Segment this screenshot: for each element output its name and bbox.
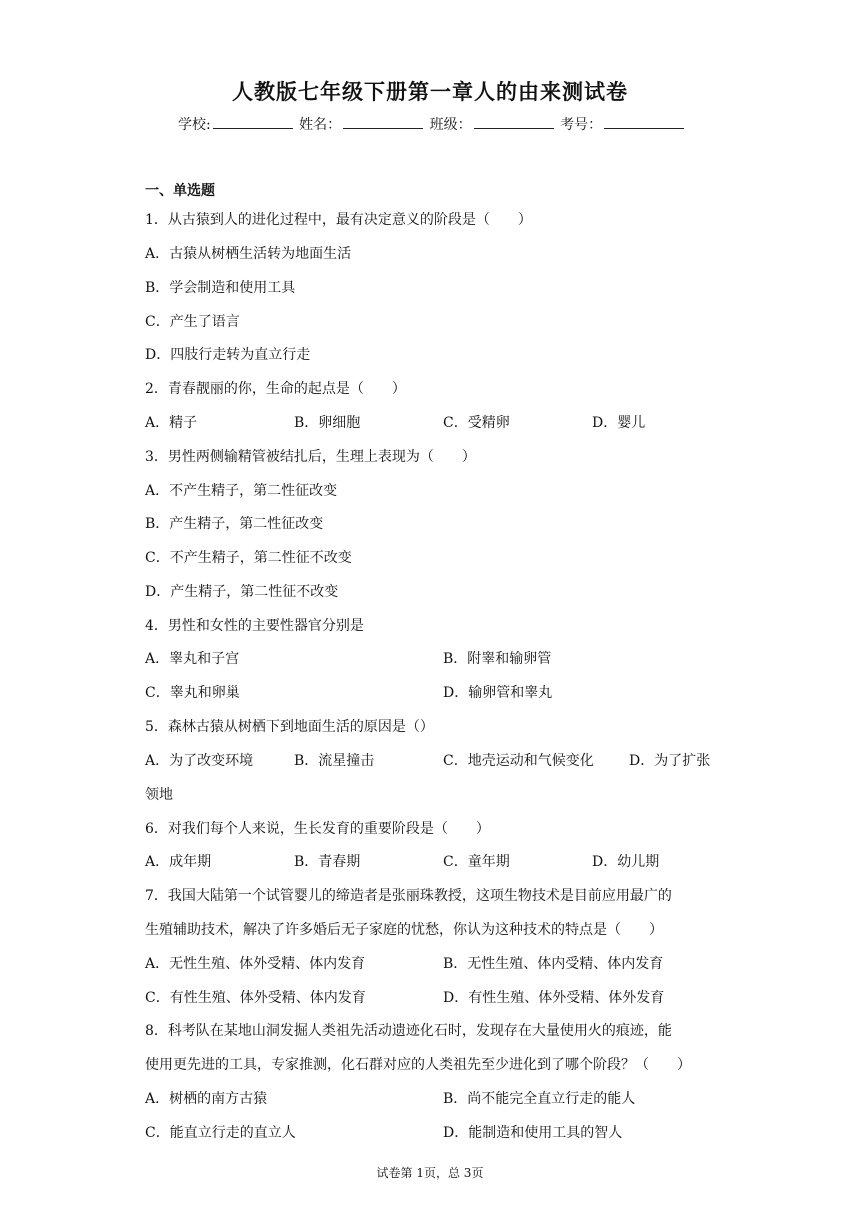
question-1-stem: 1．从古猿到人的进化过程中，最有决定意义的阶段是（ ） (145, 212, 532, 228)
page-title: 人教版七年级下册第一章人的由来测试卷 (232, 79, 628, 104)
exam-no-label: 考号： (560, 117, 603, 133)
class-blank (474, 116, 554, 129)
question-1-option-a: A．古猿从树栖生活转为地面生活 (145, 246, 352, 262)
question-2-option-a: A．精子 (145, 415, 198, 431)
question-6-option-b: B．青春期 (294, 854, 361, 870)
question-7-option-b: B．无性生殖、体内受精、体内发育 (443, 956, 664, 972)
section-heading: 一、单选题 (145, 183, 215, 199)
name-blank (343, 116, 423, 129)
question-3-stem: 3．男性两侧输精管被结扎后，生理上表现为（ ） (145, 449, 476, 465)
question-8-option-b: B．尚不能完全直立行走的能人 (443, 1091, 636, 1107)
question-8-stem-line-2: 使用更先进的工具，专家推测，化石群对应的人类祖先至少进化到了哪个阶段？（ ） (145, 1057, 691, 1073)
question-8-stem-line-1: 8．科考队在某地山洞发掘人类祖先活动遗迹化石时，发现存在大量使用火的痕迹，能 (145, 1023, 672, 1039)
question-2-stem: 2．青春靓丽的你，生命的起点是（ ） (145, 381, 406, 397)
question-3-option-d: D．产生精子，第二性征不改变 (145, 584, 339, 600)
question-5-option-c: C．地壳运动和气候变化 (443, 753, 594, 769)
school-label: 学校: (178, 117, 211, 133)
question-2-option-b: B．卵细胞 (294, 415, 361, 431)
question-8-option-a: A．树栖的南方古猿 (145, 1091, 268, 1107)
question-4-option-d: D．输卵管和睾丸 (443, 685, 553, 701)
question-7-option-d: D．有性生殖、体外受精、体外发育 (443, 990, 665, 1006)
school-blank (213, 116, 293, 129)
question-1-option-b: B．学会制造和使用工具 (145, 280, 296, 296)
question-5-option-d: D．为了扩张 (629, 753, 711, 769)
page-footer: 试卷第 1页，总 3页 (376, 1166, 484, 1180)
class-label: 班级： (429, 117, 472, 133)
question-5-option-b: B．流星撞击 (294, 753, 375, 769)
question-2-option-d: D．婴儿 (592, 415, 646, 431)
question-4-option-a: A．睾丸和子宫 (145, 651, 240, 667)
question-6-stem: 6．对我们每个人来说，生长发育的重要阶段是（ ） (145, 821, 490, 837)
question-4-stem: 4．男性和女性的主要性器官分别是 (145, 618, 364, 634)
question-7-stem-line-1: 7．我国大陆第一个试管婴儿的缔造者是张丽珠教授，这项生物技术是目前应用最广的 (145, 888, 672, 904)
question-1-option-d: D．四肢行走转为直立行走 (145, 347, 311, 363)
question-7-option-c: C．有性生殖、体外受精、体内发育 (145, 990, 366, 1006)
question-6-option-d: D．幼儿期 (592, 854, 660, 870)
question-5-option-d-continued: 领地 (145, 787, 173, 803)
question-3-option-c: C．不产生精子，第二性征不改变 (145, 550, 352, 566)
question-5-stem: 5．森林古猿从树栖下到地面生活的原因是（） (145, 719, 434, 735)
question-6-option-c: C．童年期 (443, 854, 510, 870)
question-2-option-c: C．受精卵 (443, 415, 510, 431)
question-6-option-a: A．成年期 (145, 854, 212, 870)
question-4-option-c: C．睾丸和卵巢 (145, 685, 240, 701)
question-1-option-c: C．产生了语言 (145, 314, 240, 330)
question-8-option-d: D．能制造和使用工具的智人 (443, 1125, 623, 1141)
name-label: 姓名： (299, 117, 342, 133)
question-5-option-a: A．为了改变环境 (145, 753, 254, 769)
question-4-option-b: B．附睾和输卵管 (443, 651, 552, 667)
question-3-option-b: B．产生精子，第二性征改变 (145, 516, 324, 532)
student-info-line (178, 114, 686, 134)
question-7-option-a: A．无性生殖、体外受精、体内发育 (145, 956, 366, 972)
question-8-option-c: C．能直立行走的直立人 (145, 1125, 296, 1141)
question-7-stem-line-2: 生殖辅助技术，解决了许多婚后无子家庭的忧愁，你认为这种技术的特点是（ ） (145, 922, 663, 938)
question-3-option-a: A．不产生精子，第二性征改变 (145, 483, 338, 499)
exam-no-blank (604, 116, 684, 129)
